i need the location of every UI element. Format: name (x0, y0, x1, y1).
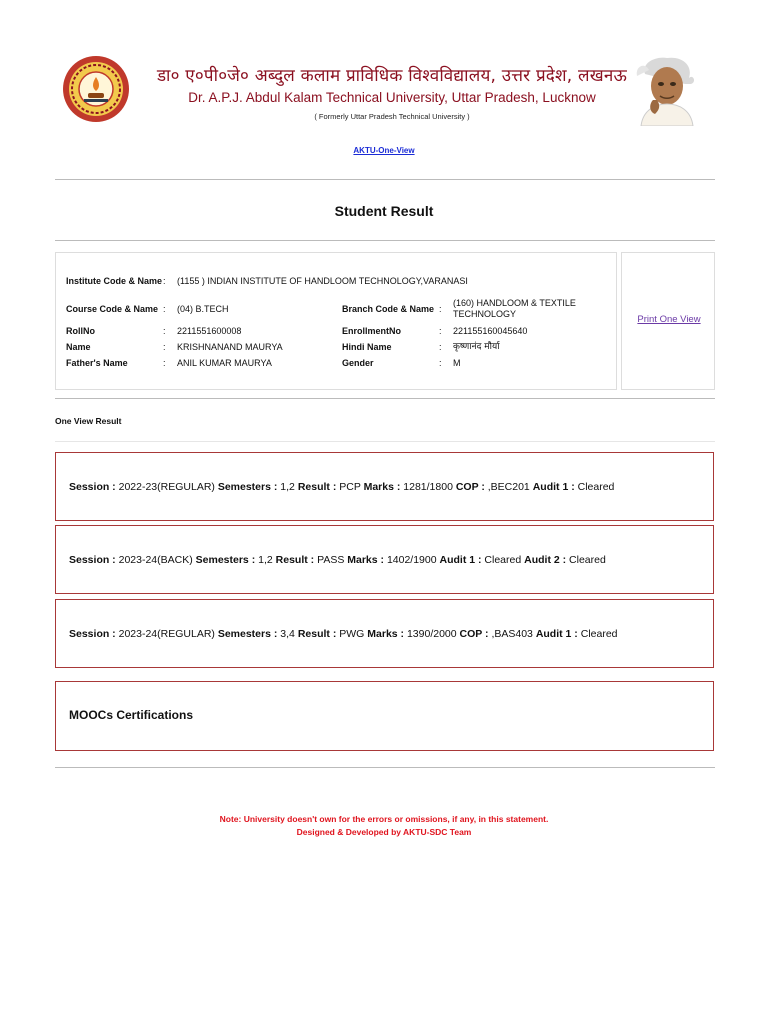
branch-value: (160) HANDLOOM & TEXTILE TECHNOLOGY (453, 298, 576, 319)
one-view-result-heading: One View Result (55, 416, 122, 426)
institute-value: (1155 ) INDIAN INSTITUTE OF HANDLOOM TECHNOLOGY,VARANASI (177, 275, 468, 286)
cop-value: ,BAS403 (491, 628, 533, 640)
colon: : (439, 357, 442, 368)
university-hindi-title: डा० ए०पी०जे० अब्दुल कलाम प्राविधिक विश्वविद्यालय, उत्तर प्रदेश, लखनऊ (156, 66, 628, 86)
name-label: Name (66, 341, 91, 352)
disclaimer-text: Note: University doesn't own for the errors or omissions, if any, in this statement. (219, 814, 549, 824)
colon: : (163, 357, 166, 368)
marks-value: 1402/1900 (386, 554, 437, 566)
cop-label: COP : (455, 481, 485, 493)
enrollment-label: EnrollmentNo (342, 325, 402, 336)
student-info-panel (55, 252, 617, 390)
session-result-line (69, 628, 618, 640)
colon: : (439, 341, 442, 352)
hindi-name-label: Hindi Name (342, 341, 392, 352)
result-value: PWG (339, 628, 365, 640)
audit-1-label: Audit 1 : (439, 554, 482, 566)
credit-text: Designed & Developed by AKTU-SDC Team (296, 827, 472, 837)
semesters-label: Semesters : (217, 628, 278, 640)
course-label: Course Code & Name (66, 303, 159, 314)
semesters-label: Semesters : (217, 481, 278, 493)
marks-label: Marks : (363, 481, 401, 493)
aktu-one-view-link[interactable]: AKTU-One-View (353, 146, 415, 155)
roll-value: 2211551600008 (177, 325, 242, 336)
result-value: PASS (317, 554, 345, 566)
audit-value: Cleared (577, 481, 615, 493)
branch-label: Branch Code & Name (342, 303, 435, 314)
marks-label: Marks : (347, 554, 385, 566)
audit-label: Audit 1 : (532, 481, 575, 493)
audit-1-value: Cleared (484, 554, 522, 566)
colon: : (163, 275, 166, 286)
cop-value: ,BEC201 (487, 481, 530, 493)
father-label: Father's Name (66, 357, 128, 368)
gender-value: M (453, 357, 461, 368)
footer-note (0, 813, 768, 839)
session-label: Session : (69, 481, 116, 493)
semesters-value: 1,2 (258, 554, 273, 566)
hindi-name-value: कृष्णानंद मौर्या (453, 341, 500, 352)
roll-label: RollNo (66, 325, 95, 336)
session-result-card (55, 452, 714, 521)
semesters-label: Semesters : (195, 554, 256, 566)
cop-label: COP : (459, 628, 489, 640)
audit-2-value: Cleared (569, 554, 606, 566)
institute-label: Institute Code & Name (66, 275, 163, 286)
colon: : (163, 341, 166, 352)
divider (55, 240, 715, 241)
marks-value: 1390/2000 (406, 628, 457, 640)
semesters-value: 1,2 (280, 481, 295, 493)
session-label: Session : (69, 554, 116, 566)
result-label: Result : (297, 481, 337, 493)
colon: : (439, 325, 442, 336)
divider (55, 767, 715, 768)
result-value: PCP (339, 481, 361, 493)
session-label: Session : (69, 628, 116, 640)
formerly-note: ( Formerly Uttar Pradesh Technical University ) (314, 112, 470, 121)
print-one-view-link[interactable]: Print One View (637, 314, 701, 325)
result-label: Result : (275, 554, 315, 566)
result-label: Result : (297, 628, 337, 640)
session-result-card (55, 525, 714, 594)
semesters-value: 3,4 (280, 628, 295, 640)
divider (55, 179, 715, 180)
gender-label: Gender (342, 357, 374, 368)
session-value: 2023-24(BACK) (118, 554, 193, 566)
session-result-line (69, 554, 606, 566)
marks-label: Marks : (367, 628, 405, 640)
session-result-card (55, 599, 714, 668)
student-info-table (66, 267, 593, 371)
audit-label: Audit 1 : (535, 628, 578, 640)
divider (55, 398, 715, 399)
session-value: 2023-24(REGULAR) (118, 628, 215, 640)
divider (55, 441, 715, 442)
colon: : (439, 303, 442, 314)
father-value: ANIL KUMAR MAURYA (177, 357, 272, 368)
table-row (66, 267, 593, 295)
enrollment-value: 221155160045640 (453, 325, 528, 336)
session-value: 2022-23(REGULAR) (118, 481, 215, 493)
audit-2-label: Audit 2 : (524, 554, 567, 566)
university-english-title: Dr. A.P.J. Abdul Kalam Technical University, Uttar Pradesh, Lucknow (188, 90, 596, 105)
moocs-card (55, 681, 714, 751)
header (0, 0, 768, 170)
colon: : (163, 325, 166, 336)
audit-value: Cleared (580, 628, 618, 640)
table-row (66, 295, 593, 323)
print-panel (621, 252, 715, 390)
table-row (66, 339, 593, 355)
page-title: Student Result (334, 203, 434, 219)
session-result-line (69, 481, 614, 493)
kalam-portrait-icon (627, 54, 705, 126)
marks-value: 1281/1800 (403, 481, 453, 493)
colon: : (163, 303, 166, 314)
course-value: (04) B.TECH (177, 303, 229, 314)
name-value: KRISHNANAND MAURYA (177, 341, 283, 352)
moocs-title: MOOCs Certifications (69, 708, 194, 722)
table-row (66, 323, 593, 339)
table-row (66, 355, 593, 371)
